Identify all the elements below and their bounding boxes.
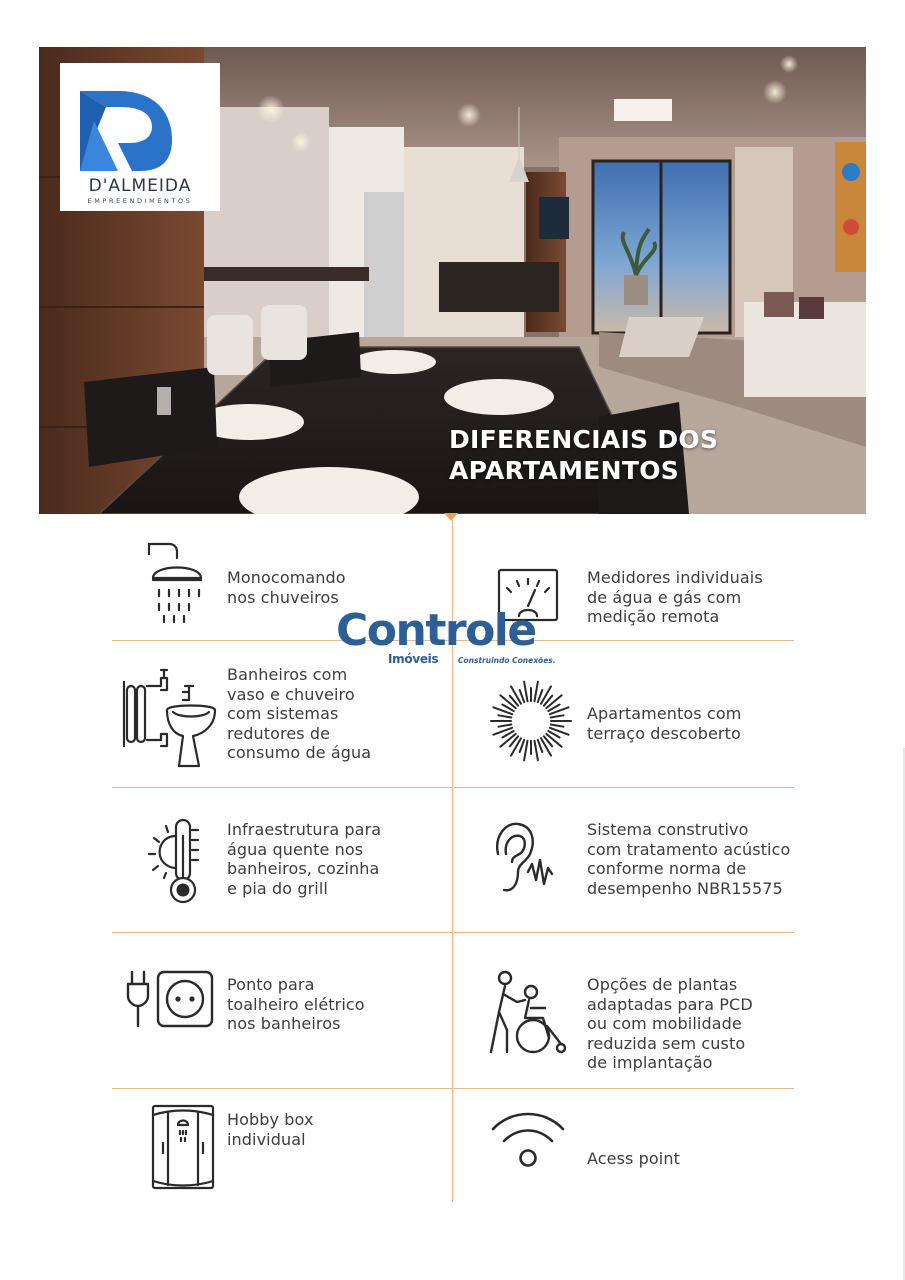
hero-pointer: [444, 513, 458, 521]
sun-ray: [546, 695, 561, 708]
row-divider-left-2: [112, 787, 452, 788]
feature-hobby-box: Hobby box individual: [227, 1110, 314, 1149]
sun-ray: [535, 741, 538, 761]
feature-acess-point: Acess point: [587, 1149, 680, 1168]
feature-acustico: Sistema construtivo com tratamento acústico conforme norma de desempenho NBR15575: [587, 820, 791, 898]
hero-image: [39, 47, 866, 514]
feature-toalheiro: Ponto para toalheiro elétrico nos banheiros: [227, 975, 365, 1033]
hero-title: [449, 424, 849, 486]
sun-ray: [520, 740, 525, 752]
feature-banheiros: Banheiros com vaso e chuveiro com sistemas redutores de consumo de água: [227, 665, 372, 762]
sun-ray: [520, 690, 525, 702]
logo-name: D'ALMEIDA: [88, 176, 192, 196]
sun-ray: [524, 682, 527, 702]
feature-medidores: Medidores individuais de água e gás com medição remota: [587, 568, 763, 626]
watermark-sub: Imóveis: [388, 652, 439, 666]
sun-burst-icon: [488, 678, 574, 764]
sun-ray: [538, 740, 543, 752]
sun-ray: [511, 738, 521, 755]
feature-monocomando: Monocomando nos chuveiros: [227, 568, 346, 607]
sun-ray: [541, 686, 551, 703]
row-divider-left-3: [112, 932, 452, 933]
sun-ray: [511, 686, 521, 703]
row-divider-left-4: [112, 1088, 452, 1089]
bathroom-fixtures-icon: [121, 664, 217, 768]
wheelchair-icon: [485, 968, 571, 1056]
hero-title-line-2: APARTAMENTOS: [449, 456, 680, 485]
sun-ray: [500, 734, 515, 747]
thermometer-sun-icon: [146, 816, 210, 906]
sun-ray: [499, 725, 512, 727]
hero-title-line-1: DIFERENCIAIS DOS: [449, 425, 719, 454]
sun-ray: [535, 682, 538, 702]
sun-ray: [499, 715, 512, 717]
sun-ray: [546, 734, 561, 747]
feature-infraestrutura: Infraestrutura para água quente nos banheiros, cozinha e pia do grill: [227, 820, 382, 898]
watermark-word: Controle: [336, 605, 536, 656]
ear-sound-icon: [488, 820, 558, 900]
logo-subtitle: EMPREENDIMENTOS: [87, 197, 193, 205]
sun-ray: [538, 690, 543, 702]
feature-terraco: Apartamentos com terraço descoberto: [587, 704, 742, 743]
wifi-icon: [490, 1107, 566, 1169]
shower-box-icon: [150, 1103, 216, 1191]
plug-socket-icon: [124, 968, 216, 1030]
row-divider-right-4: [454, 1088, 794, 1089]
dalmeida-logo: [60, 63, 220, 211]
row-divider-right-2: [454, 787, 794, 788]
sun-ray: [551, 715, 564, 717]
sun-ray: [524, 741, 527, 761]
row-divider-right-3: [454, 932, 794, 933]
sun-ray: [541, 738, 551, 755]
sun-ray: [551, 725, 564, 727]
controle-watermark-logo: [336, 604, 576, 674]
feature-pcd: Opções de plantas adaptadas para PCD ou com mobilidade reduzida sem custo de implantação: [587, 975, 753, 1072]
shower-icon: [145, 540, 209, 626]
sun-ray: [500, 695, 515, 708]
watermark-slogan: Construindo Conexões.: [458, 656, 556, 665]
